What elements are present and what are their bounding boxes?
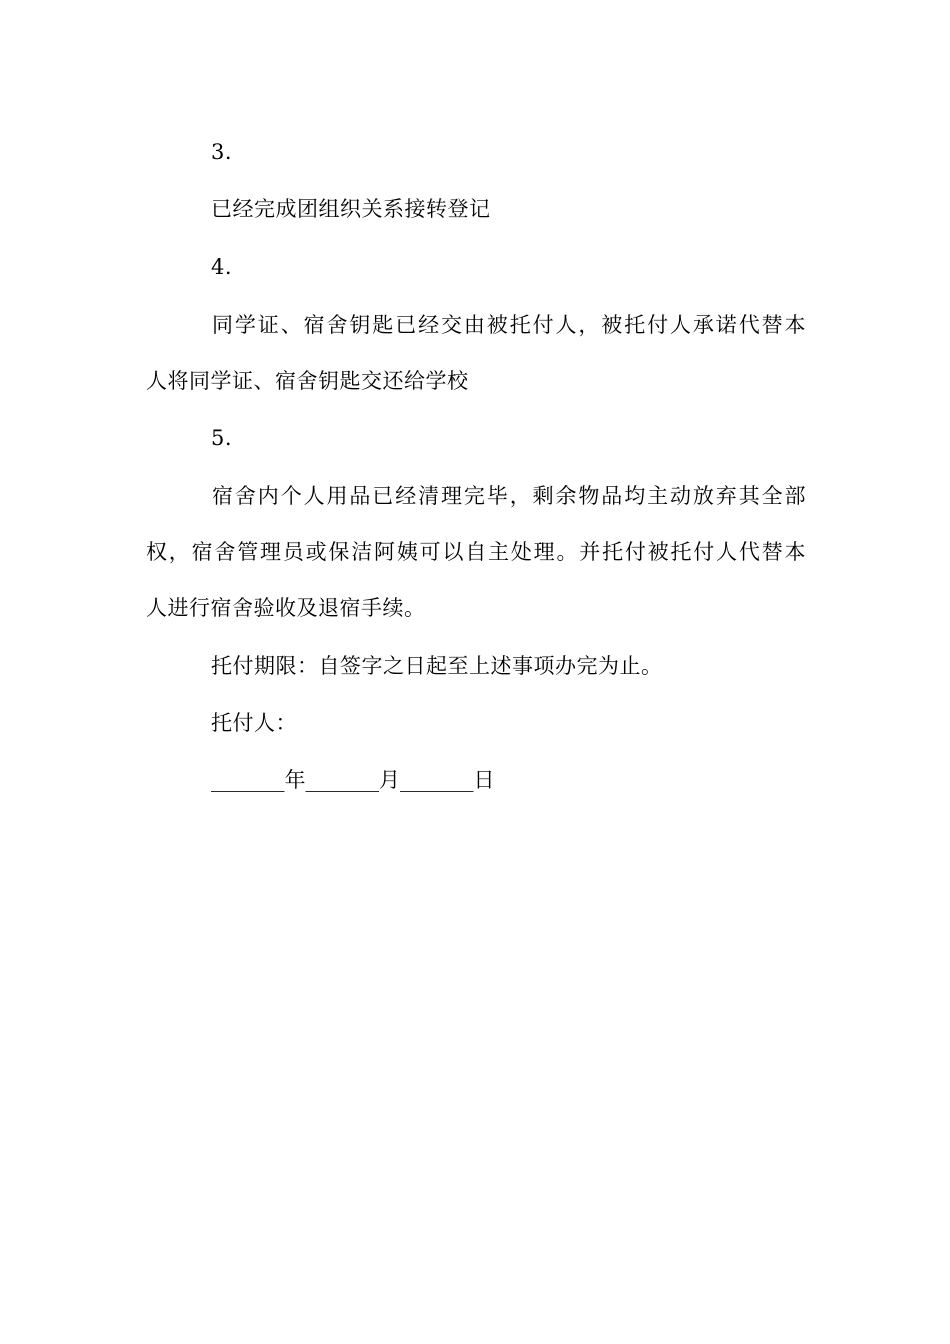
item-5-line-2: 权，宿舍管理员或保洁阿姨可以自主处理。并托付被托付人代替本 (146, 540, 806, 564)
date-line: _______年_______月_______日 (211, 768, 495, 792)
item-5-number: 5. (211, 426, 233, 450)
item-5-line-1: 宿舍内个人用品已经清理完毕，剩余物品均主动放弃其全部 (212, 484, 806, 508)
item-3-number: 3. (211, 140, 233, 164)
item-3-text: 已经完成团组织关系接转登记 (211, 197, 491, 221)
item-5-line-3: 人进行宿舍验收及退宿手续。 (146, 596, 426, 620)
term-statement: 托付期限：自签字之日起至上述事项办完为止。 (211, 654, 663, 678)
item-4-line-1: 同学证、宿舍钥匙已经交由被托付人，被托付人承诺代替本 (212, 313, 806, 337)
signer-label: 托付人： (211, 711, 297, 735)
item-4-number: 4. (211, 255, 233, 279)
item-4-line-2: 人将同学证、宿舍钥匙交还给学校 (146, 369, 469, 393)
